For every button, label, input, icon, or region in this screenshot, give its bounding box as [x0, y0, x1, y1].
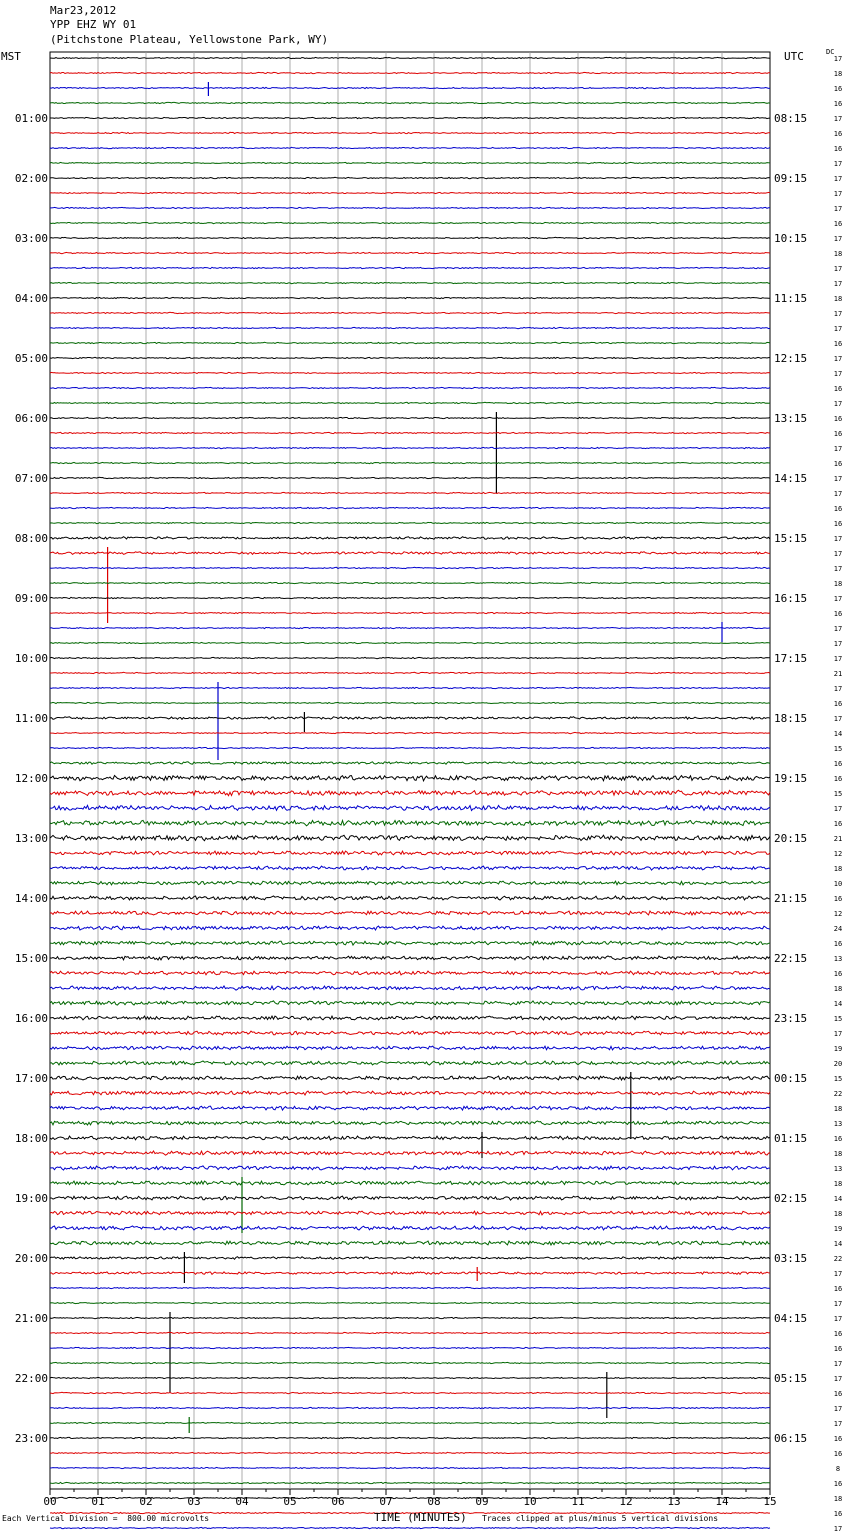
trace-row	[50, 1257, 770, 1260]
hour-label-left: 03:00	[14, 232, 48, 245]
hour-label-left: 09:00	[14, 592, 48, 605]
trace-row	[50, 986, 770, 990]
dc-offset-value: 18	[833, 1495, 843, 1503]
dc-offset-value: 16	[833, 430, 843, 438]
trace-row	[50, 835, 770, 841]
hour-label-right: 01:15	[774, 1132, 808, 1145]
plot-date: Mar23,2012	[50, 4, 117, 17]
x-axis-label: TIME (MINUTES)	[374, 1511, 467, 1524]
hour-label-left: 12:00	[14, 772, 48, 785]
trace-row	[50, 357, 770, 358]
trace-row	[50, 687, 770, 688]
trace-row	[50, 762, 770, 765]
dc-offset-value: 18	[833, 1180, 843, 1188]
trace-row	[50, 252, 770, 253]
trace-row	[50, 1332, 770, 1333]
trace-row	[50, 387, 770, 388]
dc-offset-value: 17	[833, 190, 843, 198]
dc-offset-value: 16	[833, 1435, 843, 1443]
trace-row	[50, 1452, 770, 1453]
dc-offset-value: 13	[833, 1165, 843, 1173]
station-location: (Pitchstone Plateau, Yellowstone Park, WY)	[50, 33, 329, 46]
dc-offset-value: 10	[833, 880, 843, 888]
trace-row	[50, 1166, 770, 1170]
trace-row	[50, 717, 770, 720]
hour-label-right: 22:15	[774, 952, 808, 965]
dc-offset-value: 24	[833, 925, 843, 933]
dc-offset-value: 18	[833, 1105, 843, 1113]
dc-offset-value: 21	[833, 835, 843, 843]
dc-offset-value: 16	[833, 775, 843, 783]
dc-offset-value: 16	[833, 1510, 843, 1518]
dc-offset-value: 16	[833, 85, 843, 93]
trace-row	[50, 147, 770, 148]
hour-label-left: 11:00	[14, 712, 48, 725]
trace-row	[50, 881, 770, 885]
dc-offset-value: 17	[833, 1030, 843, 1038]
hour-label-right: 18:15	[774, 712, 808, 725]
trace-row	[50, 492, 770, 493]
trace-row	[50, 866, 770, 870]
hour-label-right: 19:15	[774, 772, 808, 785]
left-timezone-label: MST	[1, 50, 21, 63]
trace-row	[50, 1091, 770, 1095]
hour-label-right: 08:15	[774, 112, 808, 125]
dc-offset-value: 17	[833, 715, 843, 723]
trace-row	[50, 132, 770, 133]
hour-label-left: 06:00	[14, 412, 48, 425]
hour-label-right: 02:15	[774, 1192, 808, 1205]
dc-offset-value: 17	[833, 265, 843, 273]
dc-offset-value: 18	[833, 1150, 843, 1158]
hour-label-left: 23:00	[14, 1432, 48, 1445]
trace-row	[50, 477, 770, 478]
hour-label-left: 16:00	[14, 1012, 48, 1025]
trace-row	[50, 207, 770, 208]
dc-offset-value: 14	[833, 730, 843, 738]
trace-row	[50, 522, 770, 523]
trace-row	[50, 1347, 770, 1348]
dc-offset-value: 16	[833, 100, 843, 108]
hour-label-right: 03:15	[774, 1252, 808, 1265]
trace-row	[50, 1437, 770, 1438]
hour-label-right: 23:15	[774, 1012, 808, 1025]
dc-offset-value: 17	[833, 685, 843, 693]
trace-row	[50, 222, 770, 223]
trace-row	[50, 192, 770, 193]
dc-offset-value: 18	[833, 1210, 843, 1218]
dc-offset-value: 16	[833, 340, 843, 348]
dc-offset-label: DC	[826, 48, 835, 56]
trace-row	[50, 672, 770, 673]
hour-label-left: 18:00	[14, 1132, 48, 1145]
trace-row	[50, 372, 770, 373]
hour-label-right: 13:15	[774, 412, 808, 425]
dc-offset-value: 18	[833, 580, 843, 588]
dc-offset-value: 17	[833, 625, 843, 633]
hour-label-right: 20:15	[774, 832, 808, 845]
dc-offset-value: 14	[833, 1195, 843, 1203]
trace-row	[50, 1302, 770, 1303]
x-tick-label: 08	[427, 1495, 441, 1508]
trace-row	[50, 567, 770, 568]
dc-offset-value: 17	[833, 370, 843, 378]
hour-label-left: 10:00	[14, 652, 48, 665]
trace-row	[50, 1241, 770, 1245]
hour-label-right: 09:15	[774, 172, 808, 185]
dc-offset-value: 17	[833, 1525, 843, 1533]
dc-offset-value: 17	[833, 115, 843, 123]
x-tick-label: 07	[379, 1495, 393, 1508]
trace-row	[50, 432, 770, 433]
dc-offset-value: 17	[833, 655, 843, 663]
hour-label-right: 15:15	[774, 532, 808, 545]
hour-label-right: 06:15	[774, 1432, 808, 1445]
trace-row	[50, 1482, 770, 1483]
hour-label-right: 04:15	[774, 1312, 808, 1325]
dc-offset-value: 16	[833, 760, 843, 768]
x-tick-label: 14	[715, 1495, 729, 1508]
dc-offset-value: 22	[833, 1090, 843, 1098]
dc-offset-value: 12	[833, 910, 843, 918]
hour-label-right: 05:15	[774, 1372, 808, 1385]
trace-row	[50, 597, 770, 598]
trace-row	[50, 747, 770, 748]
trace-row	[50, 582, 770, 583]
trace-row	[50, 1467, 770, 1468]
dc-offset-value: 12	[833, 850, 843, 858]
trace-row	[50, 1226, 770, 1230]
dc-offset-value: 16	[833, 505, 843, 513]
hour-label-left: 22:00	[14, 1372, 48, 1385]
dc-offset-value: 17	[833, 805, 843, 813]
trace-row	[50, 612, 770, 613]
trace-row	[50, 1362, 770, 1363]
x-tick-label: 09	[475, 1495, 489, 1508]
hour-label-left: 17:00	[14, 1072, 48, 1085]
station-title: YPP EHZ WY 01	[50, 18, 137, 31]
trace-row	[50, 790, 770, 795]
dc-offset-value: 17	[833, 535, 843, 543]
dc-offset-value: 20	[833, 1060, 843, 1068]
dc-offset-value: 13	[833, 955, 843, 963]
trace-row	[50, 1061, 770, 1065]
x-tick-label: 05	[283, 1495, 297, 1508]
dc-offset-value: 16	[833, 610, 843, 618]
hour-label-left: 08:00	[14, 532, 48, 545]
dc-offset-value: 17	[833, 55, 843, 63]
dc-offset-value: 16	[833, 220, 843, 228]
trace-row	[50, 117, 770, 118]
hour-label-left: 02:00	[14, 172, 48, 185]
trace-row	[50, 1196, 770, 1200]
dc-offset-value: 16	[833, 145, 843, 153]
trace-row	[50, 1151, 770, 1155]
trace-row	[50, 1211, 770, 1215]
x-tick-label: 12	[619, 1495, 633, 1508]
dc-offset-value: 16	[833, 460, 843, 468]
trace-row	[50, 896, 770, 900]
dc-offset-value: 17	[833, 175, 843, 183]
trace-row	[50, 1392, 770, 1393]
trace-row	[50, 537, 770, 540]
trace-row	[50, 911, 770, 915]
trace-row	[50, 1422, 770, 1423]
hour-label-right: 10:15	[774, 232, 808, 245]
trace-row	[50, 342, 770, 343]
trace-row	[50, 312, 770, 313]
dc-offset-value: 17	[833, 1315, 843, 1323]
dc-offset-value: 16	[833, 895, 843, 903]
vertical-scale-note: Each Vertical Division = 800.00 microvolts	[2, 1514, 210, 1523]
hour-label-left: 07:00	[14, 472, 48, 485]
trace-row	[50, 941, 770, 945]
trace-row	[50, 1136, 770, 1140]
trace-row	[50, 417, 770, 418]
x-tick-label: 00	[43, 1495, 57, 1508]
hour-label-right: 11:15	[774, 292, 808, 305]
dc-offset-value: 16	[833, 820, 843, 828]
trace-row	[50, 805, 770, 810]
trace-row	[50, 237, 770, 238]
dc-offset-value: 18	[833, 70, 843, 78]
dc-offset-value: 16	[833, 1390, 843, 1398]
dc-offset-value: 17	[833, 640, 843, 648]
x-tick-label: 02	[139, 1495, 153, 1508]
trace-row	[50, 776, 770, 781]
dc-offset-value: 16	[833, 1450, 843, 1458]
dc-offset-value: 17	[833, 355, 843, 363]
dc-offset-value: 16	[833, 700, 843, 708]
trace-row	[50, 1121, 770, 1125]
hour-label-right: 00:15	[774, 1072, 808, 1085]
dc-offset-value: 16	[833, 970, 843, 978]
dc-offset-value: 17	[833, 550, 843, 558]
trace-row	[50, 57, 770, 58]
dc-offset-value: 21	[833, 670, 843, 678]
x-tick-label: 11	[571, 1495, 585, 1508]
trace-row	[50, 657, 770, 658]
clip-note: Traces clipped at plus/minus 5 vertical divisions	[482, 1514, 719, 1523]
trace-row	[50, 1016, 770, 1020]
hour-label-left: 04:00	[14, 292, 48, 305]
dc-offset-value: 18	[833, 250, 843, 258]
trace-row	[50, 732, 770, 733]
hour-label-left: 14:00	[14, 892, 48, 905]
trace-row	[50, 327, 770, 328]
trace-row	[50, 1317, 770, 1318]
dc-offset-value: 17	[833, 325, 843, 333]
trace-row	[50, 87, 770, 88]
dc-offset-value: 17	[833, 310, 843, 318]
dc-offset-value: 18	[833, 865, 843, 873]
hour-label-left: 15:00	[14, 952, 48, 965]
trace-row	[50, 956, 770, 960]
dc-offset-value: 15	[833, 1075, 843, 1083]
trace-row	[50, 1527, 770, 1528]
dc-offset-value: 17	[833, 445, 843, 453]
dc-offset-value: 17	[833, 280, 843, 288]
dc-offset-value: 15	[833, 745, 843, 753]
trace-row	[50, 1046, 770, 1050]
trace-row	[50, 820, 770, 825]
dc-offset-value: 17	[833, 1270, 843, 1278]
dc-offset-value: 15	[833, 790, 843, 798]
trace-row	[50, 1497, 770, 1498]
x-tick-label: 06	[331, 1495, 345, 1508]
dc-offset-value: 17	[833, 1360, 843, 1368]
hour-label-left: 19:00	[14, 1192, 48, 1205]
trace-row	[50, 162, 770, 163]
x-tick-label: 10	[523, 1495, 537, 1508]
right-timezone-label: UTC	[784, 50, 804, 63]
trace-row	[50, 507, 770, 508]
trace-row	[50, 1272, 770, 1275]
dc-offset-value: 18	[833, 985, 843, 993]
trace-row	[50, 1106, 770, 1110]
trace-row	[50, 402, 770, 403]
trace-row	[50, 1076, 770, 1080]
trace-row	[50, 971, 770, 975]
hour-label-right: 14:15	[774, 472, 808, 485]
x-tick-label: 01	[91, 1495, 105, 1508]
trace-row	[50, 627, 770, 628]
dc-offset-value: 13	[833, 1120, 843, 1128]
trace-row	[50, 282, 770, 283]
x-tick-label: 13	[667, 1495, 681, 1508]
trace-row	[50, 177, 770, 178]
x-tick-label: 15	[763, 1495, 777, 1508]
dc-offset-value: 17	[833, 1300, 843, 1308]
hour-label-right: 17:15	[774, 652, 808, 665]
hour-label-right: 12:15	[774, 352, 808, 365]
trace-row	[50, 267, 770, 268]
trace-row	[50, 1181, 770, 1185]
dc-offset-value: 17	[833, 160, 843, 168]
dc-offset-value: 15	[833, 1015, 843, 1023]
dc-offset-value: 18	[833, 295, 843, 303]
dc-offset-value: 14	[833, 1000, 843, 1008]
trace-row	[50, 702, 770, 703]
dc-offset-value: 16	[833, 1345, 843, 1353]
dc-offset-value: 22	[833, 1255, 843, 1263]
trace-row	[50, 1377, 770, 1378]
trace-row	[50, 851, 770, 855]
dc-offset-value: 17	[833, 565, 843, 573]
hour-label-right: 21:15	[774, 892, 808, 905]
dc-offset-value: 14	[833, 1240, 843, 1248]
dc-offset-value: 17	[833, 595, 843, 603]
x-tick-label: 04	[235, 1495, 249, 1508]
dc-offset-value: 16	[833, 385, 843, 393]
trace-row	[50, 1031, 770, 1035]
dc-offset-value: 17	[833, 1375, 843, 1383]
dc-offset-value: 17	[833, 1420, 843, 1428]
dc-offset-value: 16	[833, 940, 843, 948]
x-tick-label: 03	[187, 1495, 201, 1508]
dc-offset-value: 17	[833, 1405, 843, 1413]
dc-offset-value: 8	[835, 1465, 841, 1473]
trace-row	[50, 297, 770, 298]
dc-offset-value: 17	[833, 400, 843, 408]
dc-offset-value: 16	[833, 1480, 843, 1488]
trace-row	[50, 1407, 770, 1408]
dc-offset-value: 17	[833, 235, 843, 243]
hour-label-left: 13:00	[14, 832, 48, 845]
trace-row	[50, 552, 770, 555]
trace-row	[50, 447, 770, 448]
dc-offset-value: 16	[833, 415, 843, 423]
dc-offset-value: 19	[833, 1225, 843, 1233]
trace-row	[50, 642, 770, 643]
trace-row	[50, 1287, 770, 1288]
dc-offset-value: 16	[833, 1135, 843, 1143]
dc-offset-value: 16	[833, 520, 843, 528]
hour-label-right: 16:15	[774, 592, 808, 605]
dc-offset-value: 16	[833, 1285, 843, 1293]
trace-row	[50, 72, 770, 73]
hour-label-left: 20:00	[14, 1252, 48, 1265]
hour-label-left: 21:00	[14, 1312, 48, 1325]
trace-row	[50, 462, 770, 463]
dc-offset-value: 17	[833, 490, 843, 498]
dc-offset-value: 17	[833, 475, 843, 483]
hour-label-left: 05:00	[14, 352, 48, 365]
hour-label-left: 01:00	[14, 112, 48, 125]
dc-offset-value: 17	[833, 205, 843, 213]
trace-row	[50, 102, 770, 103]
trace-row	[50, 1001, 770, 1005]
dc-offset-value: 19	[833, 1045, 843, 1053]
trace-row	[50, 926, 770, 930]
dc-offset-value: 16	[833, 1330, 843, 1338]
dc-offset-value: 16	[833, 130, 843, 138]
